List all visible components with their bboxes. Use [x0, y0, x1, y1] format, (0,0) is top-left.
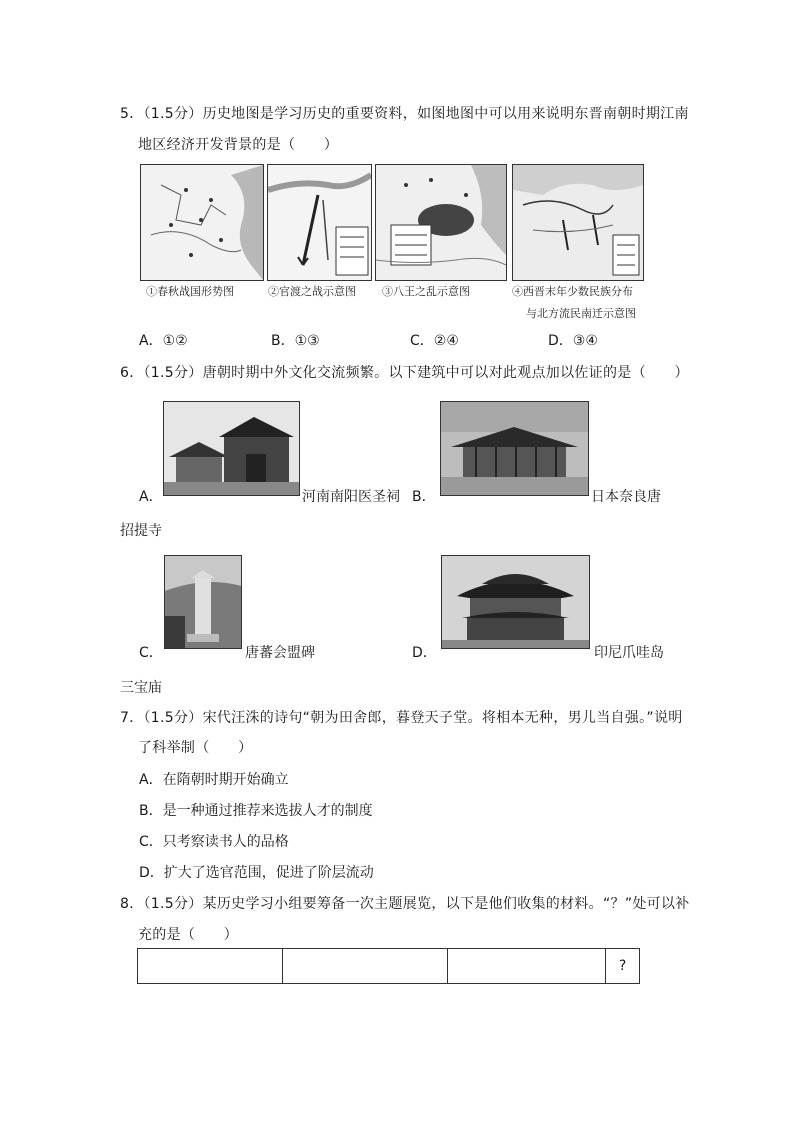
- table-row: [138, 949, 640, 984]
- q5-option-d[interactable]: D．③④: [548, 333, 598, 349]
- q5-stem-line1: 5．（1.5分）历史地图是学习历史的重要资料，如图地图中可以用来说明东晋南朝时期江南: [120, 106, 689, 122]
- map-guandu-battle: [267, 164, 372, 281]
- q6-option-c-label[interactable]: 唐蕃会盟碑: [245, 645, 315, 661]
- map4-caption-line2: 与北方流民南迁示意图: [526, 307, 636, 320]
- q6-option-d-label-wrap: 三宝庙: [120, 680, 162, 696]
- q6-option-b-letter[interactable]: B．: [412, 489, 436, 505]
- q6-stem-line1: 6．（1.5分）唐朝时期中外文化交流频繁。以下建筑中可以对此观点加以佐证的是（ ）: [120, 365, 689, 381]
- q7-option-c[interactable]: C．只考察读书人的品格: [139, 834, 289, 850]
- q6-option-a-letter[interactable]: A．: [139, 489, 163, 505]
- q6-option-d-label[interactable]: 印尼爪哇岛: [594, 645, 664, 661]
- q6-option-b-label-wrap: 招提寺: [120, 523, 162, 539]
- photo-yisheng-temple: [163, 401, 300, 496]
- q6-option-d-letter[interactable]: D．: [412, 645, 437, 661]
- q6-option-a-label[interactable]: 河南南阳医圣祠: [302, 489, 400, 505]
- q5-option-c[interactable]: C．②④: [410, 333, 459, 349]
- q8-stem-line2: 充的是（ ）: [138, 927, 239, 943]
- map-western-jin-migration: [512, 164, 644, 281]
- q8-material-table: [137, 948, 640, 984]
- table-cell: [282, 949, 448, 984]
- map4-caption-line1: ④西晋末年少数民族分布: [512, 285, 633, 298]
- photo-sam-poo-kong: [441, 555, 590, 649]
- map3-caption: ③八王之乱示意图: [382, 285, 470, 298]
- photo-toshodaiji: [440, 401, 589, 496]
- q5-stem-line2: 地区经济开发背景的是（ ）: [138, 137, 339, 153]
- q7-option-a[interactable]: A．在隋朝时期开始确立: [139, 772, 289, 788]
- q7-stem-line2: 了科举制（ ）: [138, 740, 253, 756]
- q7-stem-line1: 7．（1.5分）宋代汪洙的诗句“朝为田舍郎，暮登天子堂。将相本无种，男儿当自强。”说明: [120, 710, 683, 726]
- map2-caption: ②官渡之战示意图: [268, 285, 356, 298]
- q8-stem-line1: 8．（1.5分）某历史学习小组要筹备一次主题展览，以下是他们收集的材料。“？”处可以补: [120, 896, 690, 912]
- q5-option-a[interactable]: A．①②: [139, 333, 188, 349]
- table-cell-question-mark: ?: [606, 949, 640, 984]
- q7-option-d[interactable]: D．扩大了选官范围，促进了阶层流动: [139, 865, 374, 881]
- map-eight-princes: [375, 164, 507, 281]
- photo-tang-tibet-stele: [164, 555, 242, 649]
- q6-option-b-label[interactable]: 日本奈良唐: [591, 489, 661, 505]
- map1-caption: ①春秋战国形势图: [146, 285, 234, 298]
- map-spring-autumn: [140, 164, 264, 281]
- q5-option-b[interactable]: B．①③: [271, 333, 320, 349]
- q7-option-b[interactable]: B．是一种通过推荐来选拔人才的制度: [139, 803, 373, 819]
- q6-option-c-letter[interactable]: C．: [139, 645, 163, 661]
- table-cell: [138, 949, 283, 984]
- table-cell: [448, 949, 606, 984]
